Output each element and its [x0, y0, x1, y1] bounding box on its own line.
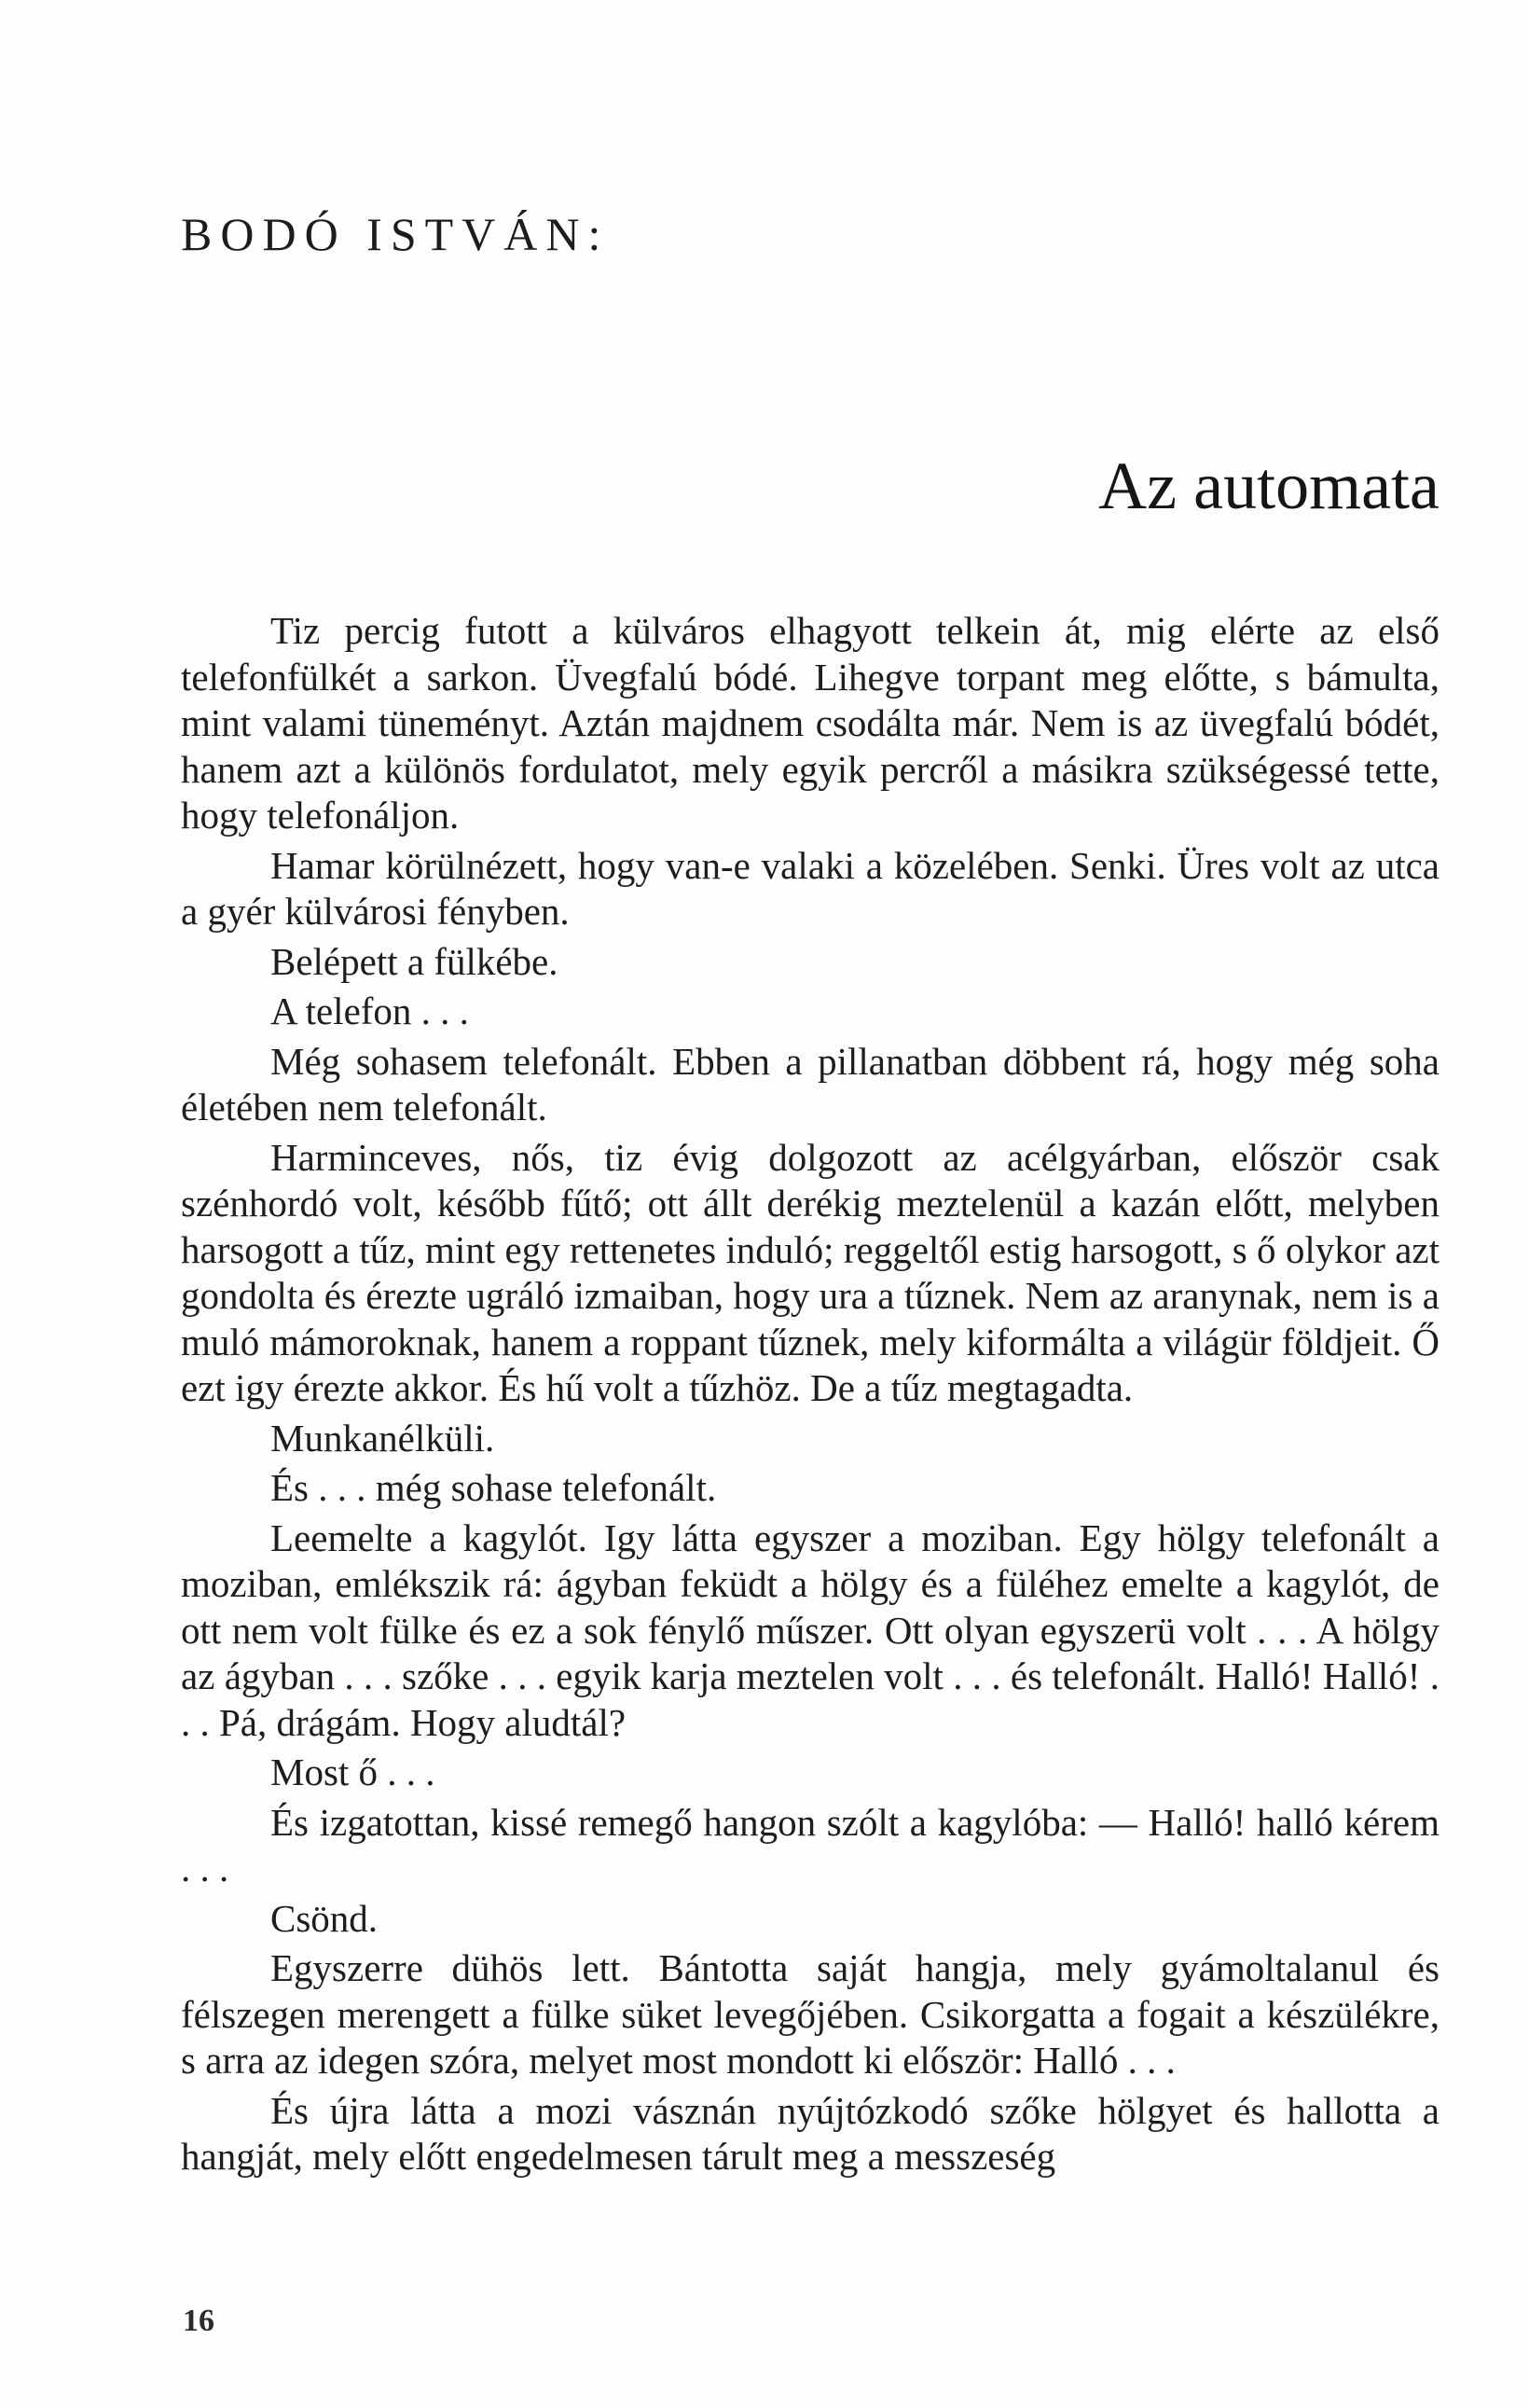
paragraph: Hamar körülnézett, hogy van-e valaki a közelében. Senki. Üres volt az utca a gyér külvárosi fényben.	[181, 843, 1439, 933]
story-body	[181, 608, 1439, 2184]
paragraph: Egyszerre dühös lett. Bántotta saját hangja, mely gyámoltalanul és félszegen merengett a fülke süket levegőjében. Csikorgatta a fogait a készülékre, s arra az idegen szóra, melyet most mondott ki először: Halló . . .	[181, 1946, 1439, 2082]
paragraph: Még sohasem telefonált. Ebben a pillanatban döbbent rá, hogy még soha életében nem telefonált.	[181, 1039, 1439, 1128]
paragraph: Harminceves, nős, tiz évig dolgozott az acélgyárban, először csak szénhordó volt, később fűtő; ott állt derékig meztelenül a kazán előtt, melyben harsogott a tűz, mint egy rettenetes induló; reggeltől estig harsogott, s ő olykor azt gondolta és érezte ugráló izmaiban, hogy ura a tűznek. Nem az aranynak, nem is a muló mámoroknak, hanem a roppant tűznek, mely kiformálta a világür földjeit. Ő ezt igy érezte akkor. És hű volt a tűzhöz. De a tűz megtagadta.	[181, 1135, 1439, 1409]
paragraph: És . . . még sohase telefonált.	[270, 1466, 717, 1509]
paragraph: És izgatottan, kissé remegő hangon szólt a kagylóba: — Halló! halló kérem . . .	[181, 1800, 1439, 1889]
paragraph: A telefon . . .	[270, 989, 469, 1032]
paragraph: Leemelte a kagylót. Igy látta egyszer a moziban. Egy hölgy telefonált a moziban, emlékszik rá: ágyban feküdt a hölgy és a füléhez emelte a kagylót, de ott nem volt fülke és ez a sok fénylő műszer. Ott olyan egyszerü volt . . . A hölgy az ágyban . . . szőke . . . egyik karja meztelen volt . . . és telefonált. Halló! Halló! . . . Pá, drágám. Hogy aludtál?	[181, 1515, 1439, 1744]
paragraph: Munkanélküli.	[270, 1416, 495, 1460]
paragraph: És újra látta a mozi vásznán nyújtózkodó szőke hölgyet és hallotta a hangját, mely előtt engedelmesen tárult meg a messzeség	[181, 2088, 1439, 2178]
paragraph: Csönd.	[270, 1896, 379, 1940]
page-number: 16	[183, 2304, 214, 2338]
author-name: BODÓ ISTVÁN:	[181, 208, 610, 260]
paragraph: Most ő . . .	[270, 1751, 435, 1793]
story-title: Az automata	[1098, 449, 1439, 523]
paragraph: Belépett a fülkébe.	[270, 939, 558, 983]
paragraph: Tiz percig futott a külváros elhagyott telkein át, mig elérte az első telefonfülkét a sarkon. Üvegfalú bódé. Lihegve torpant meg előtte, s bámulta, mint valami tüneményt. Aztán majdnem csodálta már. Nem is az üvegfalú bódét, hanem azt a különös fordulatot, mely egyik percről a másikra szükségessé tette, hogy telefonáljon.	[181, 609, 1439, 837]
